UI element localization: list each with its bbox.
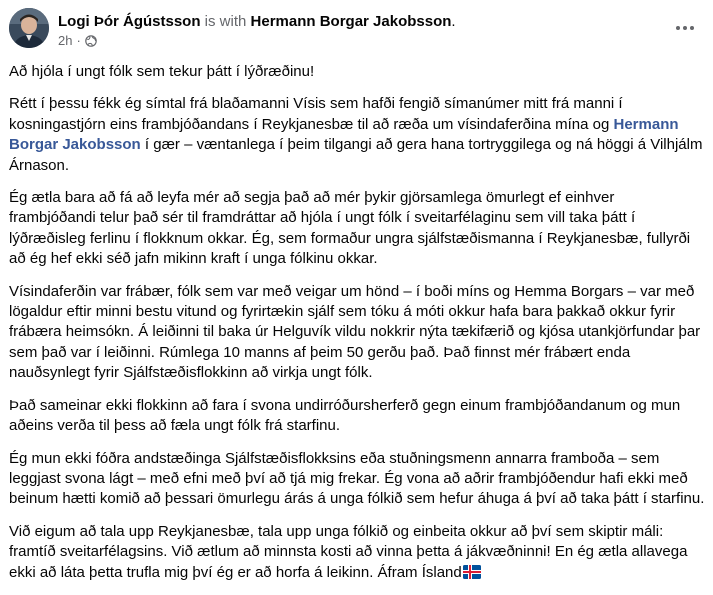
paragraph-text: Við eigum að tala upp Reykjanesbæ, tala upp unga fólkið og einbeita okkur að því sem skiptir máli: framtíð sveitarfélagsins. Við ætlum að minnsta kosti að vinna þetta á jákvæðninni! En ég ætla allavega ekki að láta þetta trufla mig því ég er að horfa á leikinn. Áfram Ísland [9, 522, 688, 581]
paragraph-text: í gær – væntanlega í þeim tilgangi að gera hana tortryggilega og ná höggi á Vilhjálm Árnason. [9, 136, 703, 174]
profile-photo [9, 8, 49, 48]
more-options-button[interactable] [667, 10, 703, 46]
author-line [58, 12, 456, 31]
iceland-flag-icon [463, 565, 481, 579]
more-dot-icon [690, 26, 694, 30]
post-body [9, 62, 705, 595]
post-paragraph: Vísindaferðin var frábær, fólk sem var með veigar um hönd – í boði míns og Hemma Borgars – var með lögaldur eftir minni bestu vitund og fyrirtækin sjálf sem tóku á móti okkur hafa bara þakkað okkur fyrir frábæra heimsókn. Á leiðinni til baka úr Helguvík vildu nokkrir nýta tækifærið og kjósa utankjörfundar þar sem það var í leiðinni. Rúmlega 10 manns af þeim 50 gerðu það. Það finnst mér frábært enda nauðsynlegt fyrir Sjálfstæðisflokkinn að virkja ungt fólk. [9, 282, 701, 382]
author-name[interactable]: Logi Þór Ágústsson [58, 13, 201, 30]
avatar[interactable] [9, 8, 49, 48]
paragraph-text: Rétt í þessu fékk ég símtal frá blaðamanni Vísis sem hafði fengið símanúmer mitt frá manni í kosningastjórn eins frambjóðandans í Reykjanesbæ til að ræða um vísindaferðina mína og [9, 95, 623, 133]
post-header [9, 8, 703, 52]
more-dot-icon [676, 26, 680, 30]
more-dot-icon [683, 26, 687, 30]
with-text: is with [204, 13, 247, 30]
post-paragraph: Ég mun ekki fóðra andstæðinga Sjálfstæðisflokksins eða stuðningsmenn annarra framboða – sem leggjast svona lágt – með efni með því að tjá mig frekar. Ég vona að aðrir frambjóðendur hafi ekki með beinum hætti komið að þessari ömurlegu árás á unga fólkið sem hefur áhuga á því að taka þátt í starfinu. [9, 449, 705, 508]
post-paragraph [9, 94, 705, 176]
post-paragraph [9, 522, 705, 583]
post-meta [58, 33, 97, 49]
mention-link[interactable]: Hermann Borgar Jakobsson [9, 115, 679, 154]
meta-separator: · [76, 33, 81, 48]
post-paragraph: Að hjóla í ungt fólk sem tekur þátt í lýðræðinu! [9, 63, 315, 80]
post-timestamp[interactable]: 2h [58, 33, 73, 48]
tagged-person[interactable]: Hermann Borgar Jakobsson [250, 13, 452, 30]
post-paragraph: Ég ætla bara að fá að leyfa mér að segja það að mér þykir gjörsamlega ömurlegt ef einhver frambjóðandi telur það sér til framdráttar að hjóla í ungt fólk í sveitarfélaginu sem vill taka þátt í lýðræðisleg ferlinu í flokknum okkar. Ég, sem formaður ungra sjálfstæðismanna í Reykjanesbæ, fullyrði að ég hef ekki séð jafn mikinn kraft í unga fólkinu okkar. [9, 189, 691, 268]
globe-icon [85, 35, 97, 47]
tagged-suffix: . [451, 13, 456, 30]
post-paragraph: Það sameinar ekki flokkinn að fara í svona undirróðursherferð gegn einum frambjóðandanum og mun aðeins verða til þess að fæla ungt fólk frá starfinu. [9, 396, 681, 435]
